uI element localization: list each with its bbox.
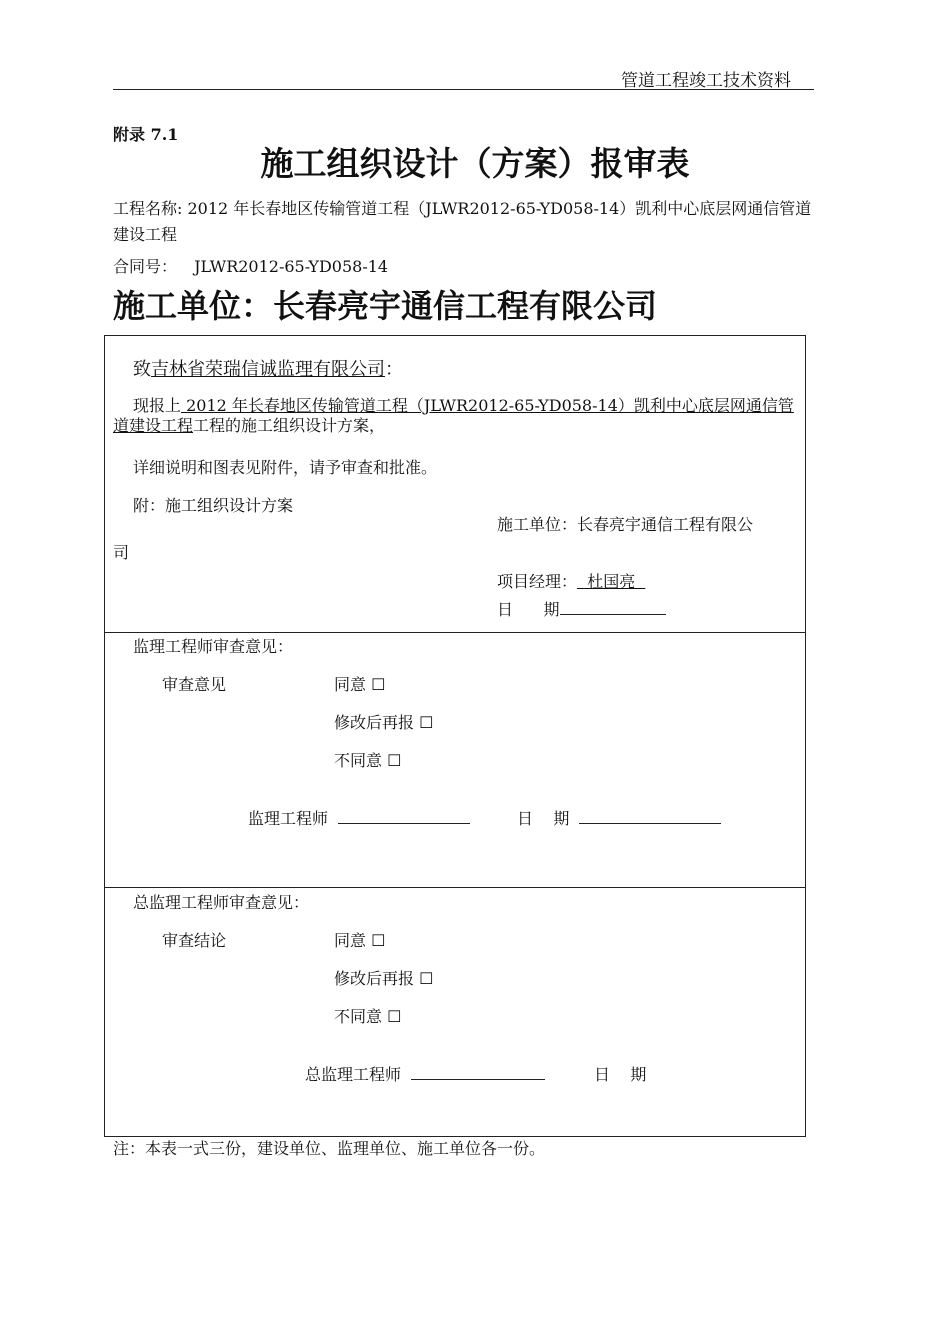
conclusion-label: 审查结论 (162, 931, 227, 950)
construction-unit-heading: 施工单位：长春亮宇通信工程有限公司 (113, 287, 658, 325)
section1-date (497, 597, 666, 620)
footnote: 注：本表一式三份，建设单位、监理单位、施工单位各一份。 (113, 1139, 546, 1158)
manager-value: 杜国亮 (577, 572, 646, 591)
section-divider-2 (104, 887, 806, 888)
page-header: 管道工程竣工技术资料 (621, 71, 791, 91)
option-agree-chief: 同意 ☐ (334, 931, 386, 950)
appendix-label: 附录 7.1 (113, 125, 179, 144)
header-rule (113, 89, 814, 90)
report-paragraph (113, 396, 801, 436)
project-manager (497, 569, 645, 592)
option-revise-chief: 修改后再报 ☐ (334, 969, 434, 988)
contract-label: 合同号： (113, 257, 178, 276)
opinion-label: 审查意见 (162, 675, 227, 694)
chief-label: 总监理工程师 (305, 1065, 402, 1084)
project-label: 工程名称: (113, 199, 183, 218)
project-name (113, 196, 818, 248)
details-text: 详细说明和图表见附件，请予审查和批准。 (133, 458, 438, 477)
chief-signature (305, 1062, 545, 1085)
project-value: 2012 年长春地区传输管道工程（JLWR2012-65-YD058-14）凯利中心底层网通信管道建设工程 (113, 199, 812, 244)
engineer-signature (248, 806, 470, 829)
section2-date (517, 806, 721, 829)
engineer-line (338, 807, 470, 824)
page-title: 施工组织设计（方案）报审表 (260, 144, 690, 183)
manager-label: 项目经理： (497, 572, 578, 591)
option-disagree-chief: 不同意 ☐ (334, 1007, 402, 1026)
engineer-label: 监理工程师 (248, 809, 329, 828)
section2-heading: 监理工程师审查意见： (133, 637, 294, 656)
attachment-text: 附：施工组织设计方案 (133, 496, 294, 515)
section2-date-line (579, 807, 721, 824)
report-value: 2012 年长春地区传输管道工程（JLWR2012-65-YD058-14）凯利中心底层网通信管道建设工程 (113, 396, 794, 435)
unit-signature-wrap: 司 (113, 543, 130, 562)
section2-date-label: 日 期 (517, 809, 570, 828)
addressee-prefix: 致 (133, 359, 151, 380)
chief-line (411, 1063, 545, 1080)
section3-date-label: 日 期 (594, 1065, 647, 1084)
addressee-value: 吉林省荣瑞信诚监理有限公司 (151, 359, 385, 380)
section1-date-line (560, 598, 666, 615)
section1-date-label: 日 期 (497, 600, 560, 619)
contract-number (113, 254, 388, 277)
option-revise: 修改后再报 ☐ (334, 713, 434, 732)
option-agree: 同意 ☐ (334, 675, 386, 694)
addressee-suffix: ： (385, 359, 403, 380)
addressee (133, 355, 403, 381)
report-prefix: 现报上 (133, 396, 182, 415)
unit-signature: 施工单位：长春亮宇通信工程有限公 (497, 515, 754, 534)
option-disagree: 不同意 ☐ (334, 751, 402, 770)
report-suffix: 工程的施工组织设计方案， (193, 416, 386, 435)
contract-value: JLWR2012-65-YD058-14 (194, 257, 389, 276)
section-divider-1 (104, 632, 806, 633)
section3-heading: 总监理工程师审查意见： (133, 893, 310, 912)
